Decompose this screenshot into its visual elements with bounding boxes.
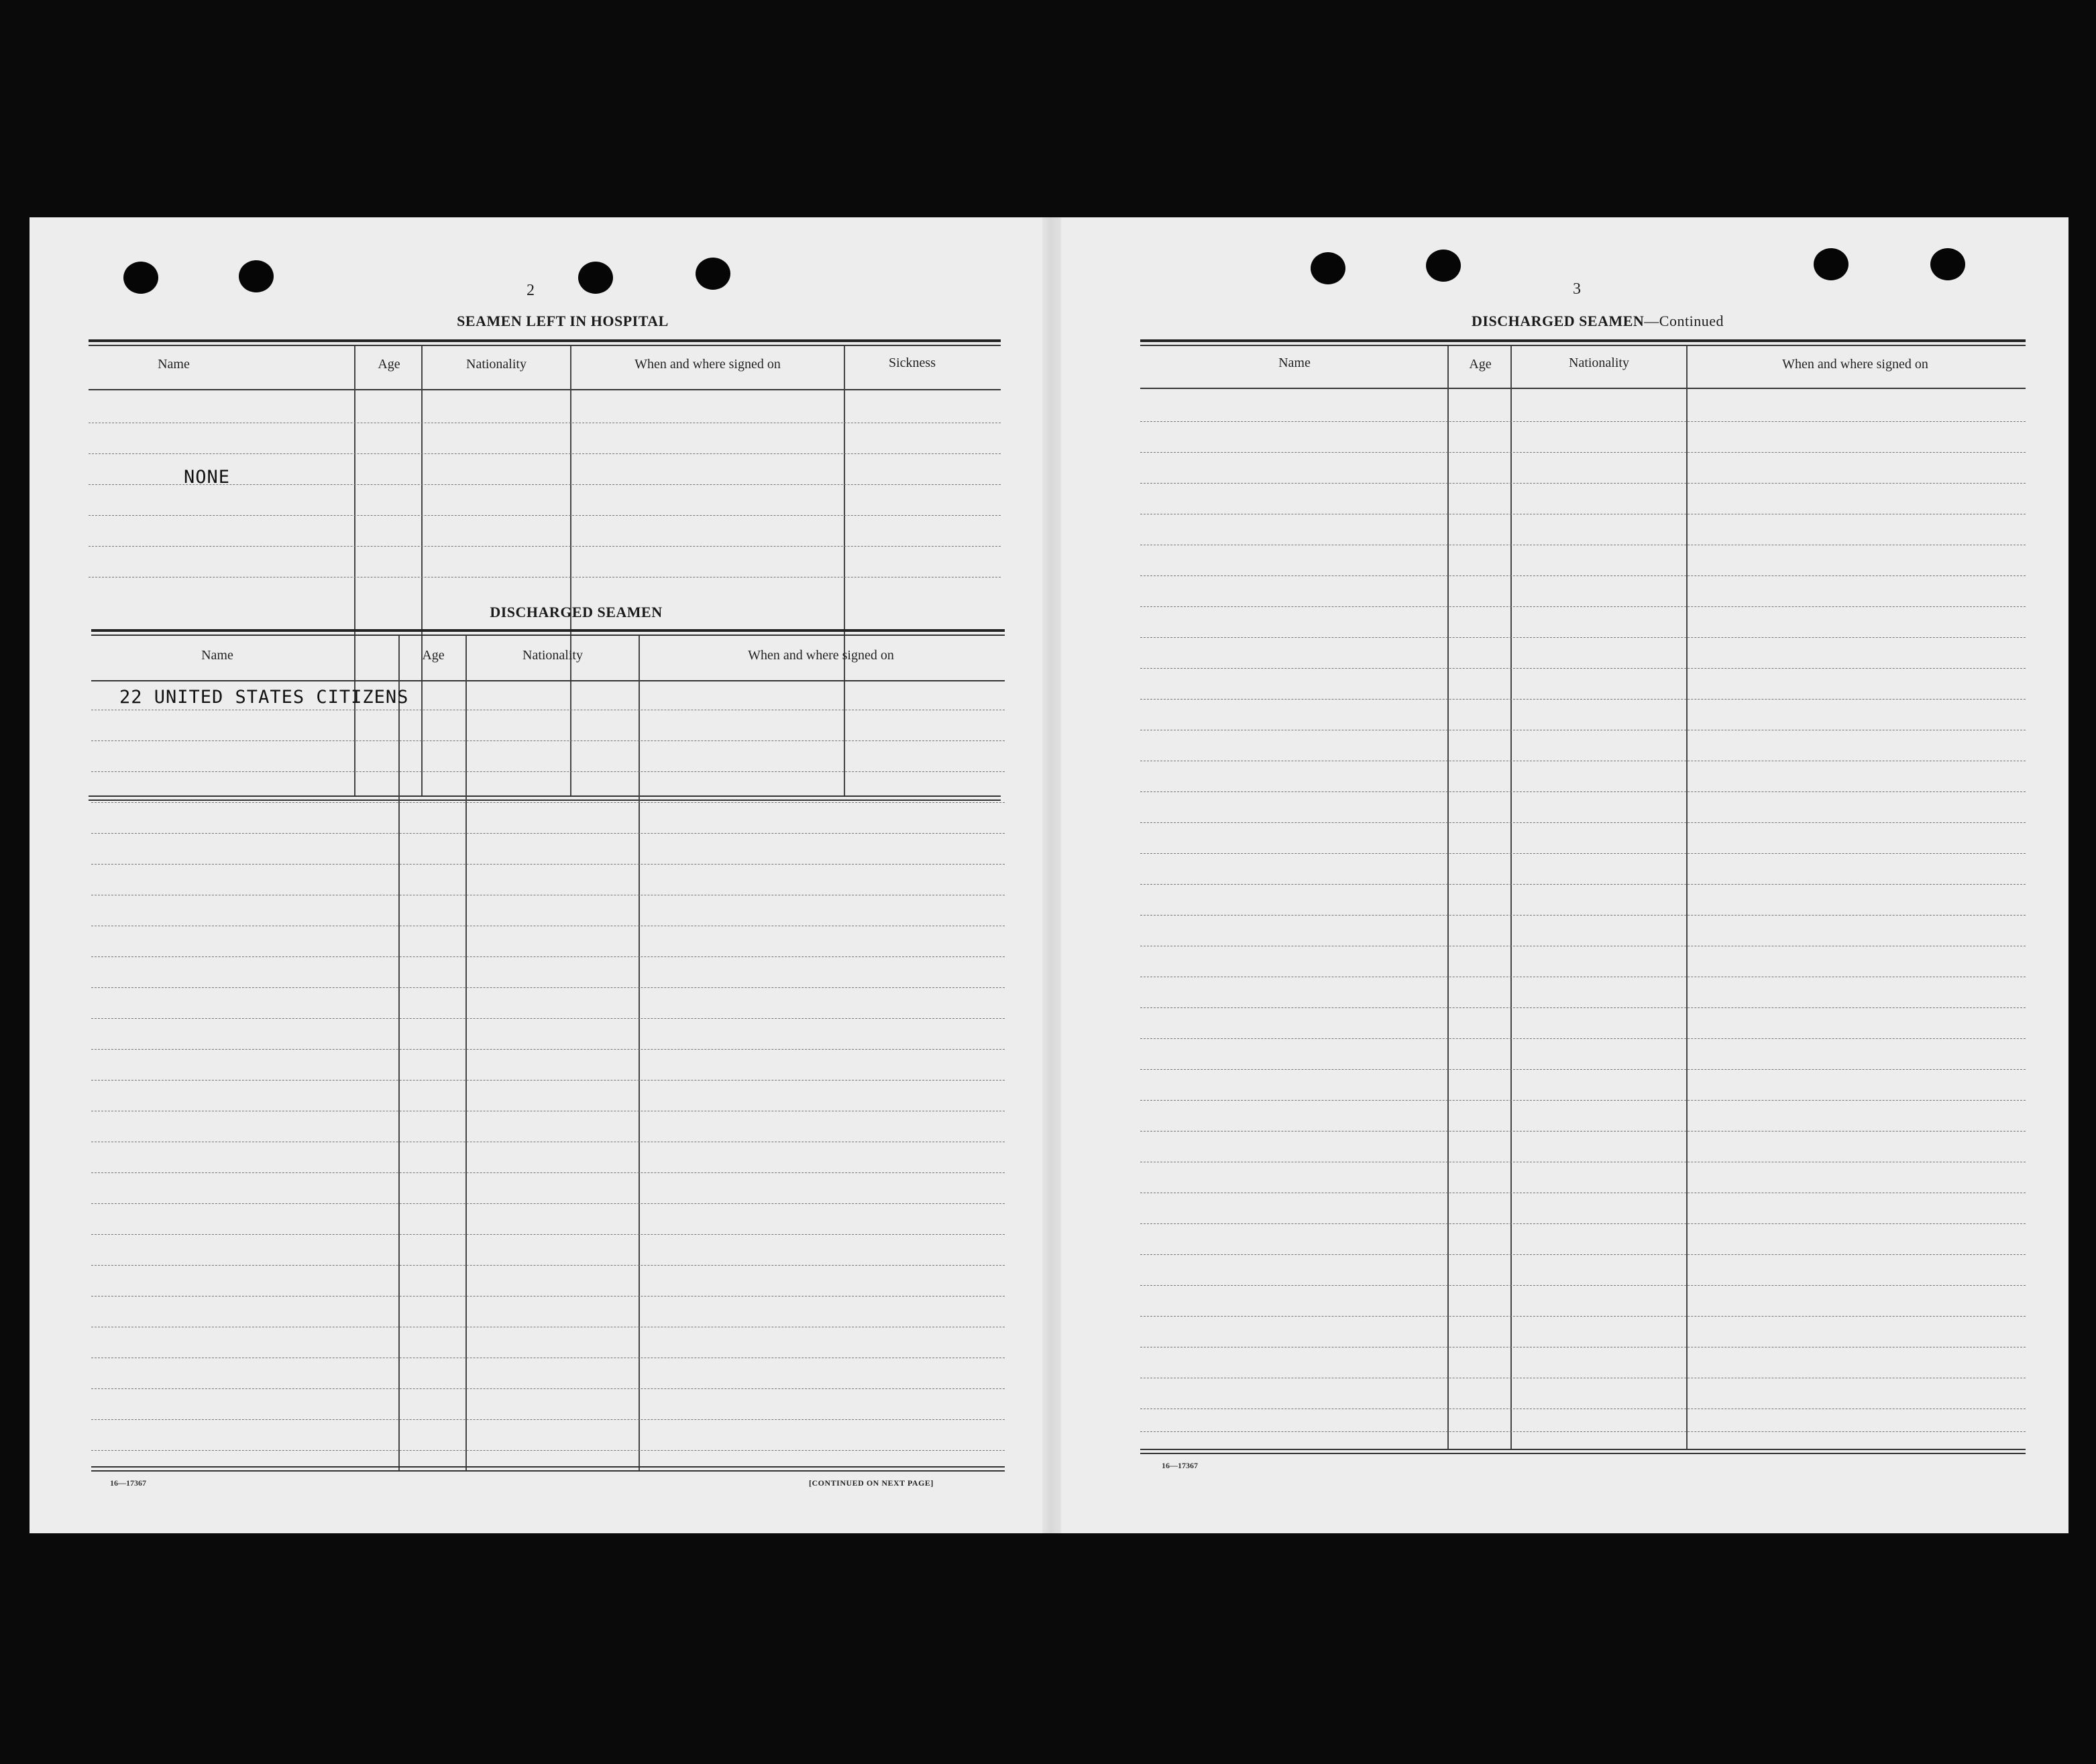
row-line: [91, 1080, 1005, 1081]
punch-hole: [1814, 248, 1849, 280]
row-line: [1140, 575, 2026, 576]
right-page: [1061, 217, 2069, 1533]
row-line: [1140, 822, 2026, 823]
column-divider: [354, 346, 355, 797]
hospital-entry: NONE: [184, 467, 231, 488]
column-header-nationality: Nationality: [1569, 355, 1629, 370]
form-number: 16—17367: [1162, 1461, 1198, 1470]
row-line: [1140, 915, 2026, 916]
table-bottom-rule: [1140, 1449, 2026, 1450]
row-line: [1140, 853, 2026, 854]
row-line: [1140, 791, 2026, 792]
row-line: [91, 1388, 1005, 1389]
row-line: [1140, 1285, 2026, 1286]
punch-hole: [1426, 250, 1461, 282]
page-number: 3: [1573, 280, 1581, 298]
punch-hole: [1311, 252, 1345, 284]
row-line: [91, 740, 1005, 741]
column-header-nationality: Nationality: [466, 357, 527, 372]
row-line: [1140, 1431, 2026, 1432]
table-top-rule: [91, 635, 1005, 636]
column-header-name: Name: [158, 357, 190, 372]
punch-hole: [578, 262, 613, 294]
row-line: [89, 515, 1001, 516]
table-bottom-rule: [91, 1466, 1005, 1468]
hospital-section-title: SEAMEN LEFT IN HOSPITAL: [457, 313, 669, 329]
column-header-age: Age: [422, 648, 445, 663]
row-line: [91, 987, 1005, 988]
row-line: [91, 1296, 1005, 1297]
column-header-signed-on: When and where signed on: [635, 357, 781, 372]
row-line: [91, 1265, 1005, 1266]
row-line: [1140, 884, 2026, 885]
row-line: [1140, 1254, 2026, 1255]
row-line: [1140, 668, 2026, 669]
row-line: [1140, 1038, 2026, 1039]
row-line: [1140, 1007, 2026, 1008]
column-divider: [570, 346, 571, 797]
table-top-rule: [91, 629, 1005, 632]
table-bottom-rule: [91, 1470, 1005, 1472]
table-bottom-rule: [89, 800, 1001, 801]
row-line: [89, 546, 1001, 547]
row-line: [91, 1049, 1005, 1050]
row-line: [1140, 606, 2026, 607]
table-top-rule: [1140, 339, 2026, 342]
row-line: [91, 1234, 1005, 1235]
header-underline: [89, 389, 1001, 390]
header-underline: [91, 680, 1005, 681]
row-line: [91, 956, 1005, 957]
document-spread: [30, 217, 2069, 1533]
left-page: [30, 217, 1042, 1533]
discharged-entry: 22 UNITED STATES CITIZENS: [119, 687, 409, 708]
column-header-nationality: Nationality: [522, 648, 583, 663]
punch-hole: [696, 258, 730, 290]
punch-hole: [1930, 248, 1965, 280]
form-number: 16—17367: [110, 1478, 146, 1488]
table-top-rule: [89, 339, 1001, 342]
row-line: [1140, 1316, 2026, 1317]
column-header-name: Name: [201, 648, 233, 663]
table-top-rule: [89, 345, 1001, 346]
discharged-section-title: DISCHARGED SEAMEN: [490, 604, 663, 620]
table-bottom-rule: [89, 795, 1001, 797]
row-line: [1140, 483, 2026, 484]
section-title-suffix: —Continued: [1644, 313, 1724, 329]
column-divider: [421, 346, 423, 797]
column-header-sickness: Sickness: [889, 355, 936, 370]
row-line: [1140, 699, 2026, 700]
column-header-name: Name: [1278, 355, 1311, 370]
row-line: [1140, 1223, 2026, 1224]
row-line: [91, 802, 1005, 803]
table-top-rule: [1140, 345, 2026, 346]
punch-hole: [239, 260, 274, 292]
row-line: [1140, 1131, 2026, 1132]
row-line: [91, 1203, 1005, 1204]
section-title-text: DISCHARGED SEAMEN: [1472, 313, 1645, 329]
page-number: 2: [527, 282, 535, 299]
page-fold: [1042, 217, 1061, 1533]
column-divider: [639, 636, 640, 1470]
column-header-age: Age: [378, 357, 400, 372]
column-header-signed-on: When and where signed on: [1782, 357, 1928, 372]
row-line: [1140, 421, 2026, 422]
continued-note: [CONTINUED ON NEXT PAGE]: [809, 1478, 934, 1488]
row-line: [1140, 637, 2026, 638]
row-line: [89, 453, 1001, 454]
column-header-signed-on: When and where signed on: [748, 648, 894, 663]
column-divider: [844, 346, 845, 797]
row-line: [91, 1018, 1005, 1019]
row-line: [91, 1419, 1005, 1420]
row-line: [1140, 1100, 2026, 1101]
column-header-age: Age: [1469, 357, 1492, 372]
row-line: [91, 1450, 1005, 1451]
row-line: [1140, 452, 2026, 453]
header-underline: [1140, 388, 2026, 389]
discharged-continued-title: [1343, 313, 1853, 330]
row-line: [91, 1172, 1005, 1173]
row-line: [91, 833, 1005, 834]
row-line: [1140, 1069, 2026, 1070]
row-line: [91, 771, 1005, 772]
column-divider: [465, 636, 467, 1470]
column-divider: [398, 636, 400, 1470]
row-line: [91, 864, 1005, 865]
punch-hole: [123, 262, 158, 294]
table-bottom-rule: [1140, 1453, 2026, 1454]
